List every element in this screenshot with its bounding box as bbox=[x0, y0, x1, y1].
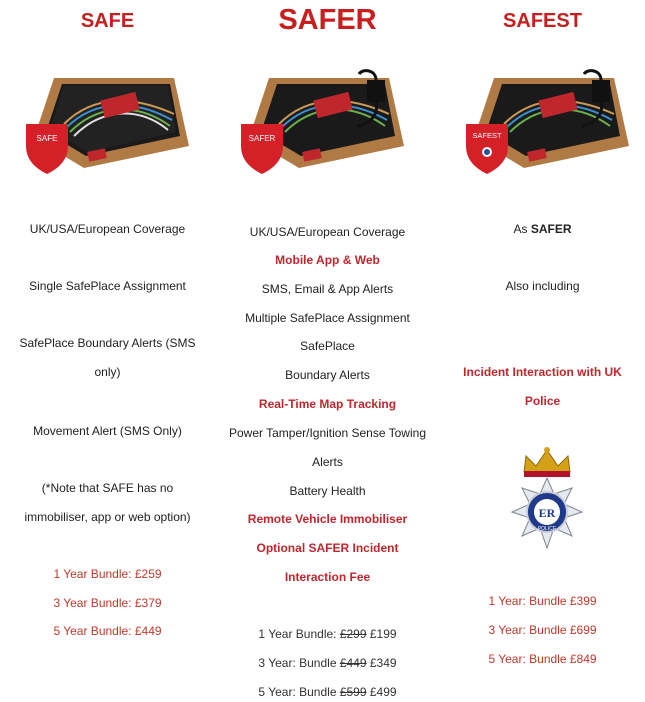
feature-coverage: UK/USA/European Coverage bbox=[29, 222, 186, 236]
price-5-year: 5 Year: Bundle £849 bbox=[488, 652, 597, 666]
svg-text:SAFEST: SAFEST bbox=[472, 131, 502, 140]
police-crest-icon bbox=[502, 444, 592, 550]
feature-movement-alert: Movement Alert (SMS Only) bbox=[33, 424, 182, 438]
also-including: Also including bbox=[505, 279, 580, 293]
feature-boundary-alerts-cont: only) bbox=[94, 365, 121, 379]
price-1-year: 1 Year: Bundle £399 bbox=[488, 594, 597, 608]
feature-immobiliser: Remote Vehicle Immobiliser bbox=[247, 512, 408, 526]
feature-single-safeplace: Single SafePlace Assignment bbox=[29, 279, 186, 293]
old-price: £299 bbox=[339, 627, 367, 641]
svg-text:SAFER: SAFER bbox=[248, 134, 276, 143]
feature-police-line2: Police bbox=[524, 394, 561, 408]
feature-map-tracking: Real-Time Map Tracking bbox=[258, 397, 397, 411]
shield-badge bbox=[26, 124, 68, 174]
feature-boundary-alerts: Boundary Alerts bbox=[285, 368, 370, 382]
feature-police-line1: Incident Interaction with UK bbox=[463, 365, 622, 379]
price-5-year: 5 Year Bundle: £449 bbox=[53, 624, 162, 638]
price-1-year: 1 Year Bundle: £259 bbox=[53, 567, 162, 581]
price-3-year: 3 Year Bundle: £379 bbox=[53, 596, 162, 610]
product-box-image-safe bbox=[24, 66, 194, 176]
product-box-image-safer bbox=[239, 66, 409, 176]
svg-text:ER: ER bbox=[538, 506, 556, 520]
feature-mobile-app: Mobile App & Web bbox=[275, 253, 380, 267]
feature-incident-line1: Optional SAFER Incident bbox=[256, 541, 399, 555]
plan-title-safe: SAFE bbox=[80, 10, 135, 32]
price-5-year: 5 Year: Bundle £599 £499 bbox=[258, 685, 397, 699]
product-box-image-safest bbox=[464, 66, 634, 176]
old-price: £449 bbox=[339, 656, 367, 670]
safe-note-line1: (*Note that SAFE has no bbox=[41, 481, 174, 495]
feature-boundary-alerts: SafePlace Boundary Alerts (SMS bbox=[19, 336, 196, 350]
safe-note-line2: immobiliser, app or web option) bbox=[24, 510, 191, 524]
feature-multiple-safeplace: Multiple SafePlace Assignment bbox=[245, 311, 410, 325]
new-price: £349 bbox=[366, 656, 397, 670]
svg-text:POLICE: POLICE bbox=[537, 526, 557, 532]
price-3-year: 3 Year: Bundle £449 £349 bbox=[258, 656, 397, 670]
shield-badge bbox=[241, 124, 283, 174]
as-safer-line: As SAFER bbox=[513, 222, 572, 236]
svg-text:SAFE: SAFE bbox=[36, 134, 58, 143]
feature-power-tamper-cont: Alerts bbox=[312, 455, 343, 469]
feature-alerts: SMS, Email & App Alerts bbox=[261, 282, 394, 296]
new-price: £199 bbox=[366, 627, 397, 641]
feature-safeplace: SafePlace bbox=[300, 339, 355, 353]
price-3-year: 3 Year: Bundle £699 bbox=[488, 623, 597, 637]
old-price: £599 bbox=[339, 685, 367, 699]
new-price: £499 bbox=[366, 685, 397, 699]
feature-coverage: UK/USA/European Coverage bbox=[249, 225, 406, 239]
feature-power-tamper: Power Tamper/Ignition Sense Towing bbox=[228, 426, 426, 440]
feature-battery-health: Battery Health bbox=[289, 484, 366, 498]
plan-title-safer: SAFER bbox=[278, 4, 377, 36]
price-1-year: 1 Year Bundle: £299 £199 bbox=[258, 627, 397, 641]
feature-incident-line2: Interaction Fee bbox=[284, 570, 371, 584]
plan-title-safest: SAFEST bbox=[503, 10, 582, 32]
